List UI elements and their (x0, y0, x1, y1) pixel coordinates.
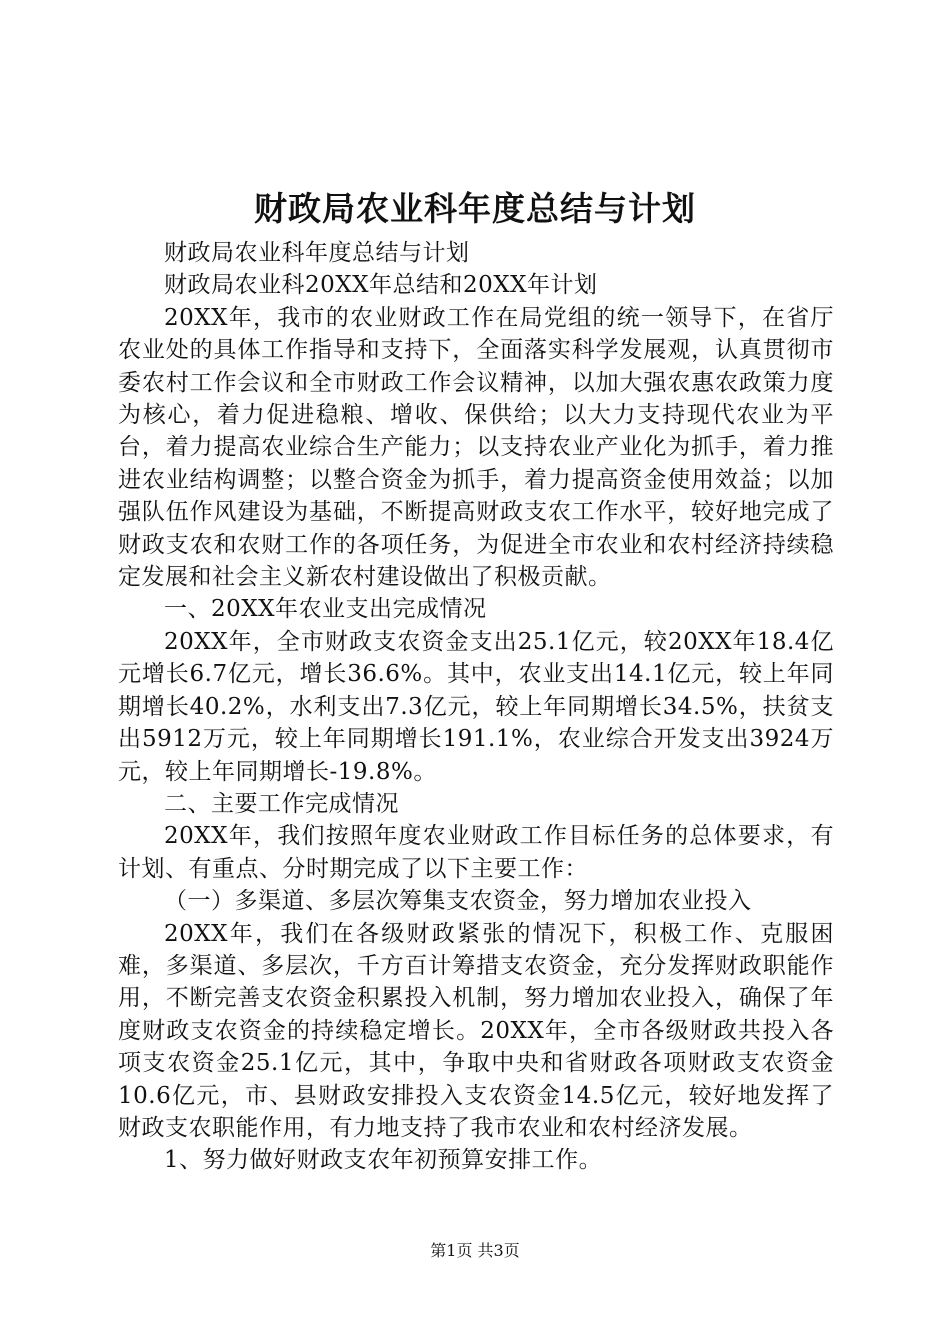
section-heading-1: 一、20XX年农业支出完成情况 (164, 596, 487, 623)
section-heading-2: 二、主要工作完成情况 (164, 790, 399, 817)
page-number-footer: 第1页 共3页 (430, 1241, 520, 1260)
paragraph-heading-repeat: 财政局农业科年度总结与计划 (164, 240, 470, 266)
subsection-heading-1: （一）多渠道、多层次筹集支农资金，努力增加农业投入 (164, 888, 752, 915)
paragraph-spending: 20XX年，全市财政支农资金支出25.1亿元，较20XX年18.4亿元增长6.7亿元，增长36.6%。其中，农业支出14.1亿元，较上年同期增长40.2%，水利支出7.3亿元，较上年同期增长34.5%，扶贫支出5912万元，较上年同期增长191.1%，农业综合开发支出3924万元，较上年同期增长-19.8%。 (118, 628, 834, 785)
paragraph-summary: 20XX年，我们按照年度农业财政工作目标任务的总体要求，有计划、有重点、分时期完成了以下主要工作： (118, 823, 834, 882)
document-body (118, 237, 834, 1177)
paragraph-intro: 20XX年，我市的农业财政工作在局党组的统一领导下，在省厅农业处的具体工作指导和支持下，全面落实科学发展观，认真贯彻市委农村工作会议和全市财政工作会议精神，以加大强农惠农政策力度为核心，着力促进稳粮、增收、保供给；以大力支持现代农业为平台，着力提高农业综合生产能力；以支持农业产业化为抓手，着力推进农业结构调整；以整合资金为抓手，着力提高资金使用效益；以加强队伍作风建设为基础，不断提高财政支农工作水平，较好地完成了财政支农和农财工作的各项任务，为促进全市农业和农村经济持续稳定发展和社会主义新农村建设做出了积极贡献。 (118, 304, 834, 591)
list-item-1: 1、努力做好财政支农年初预算安排工作。 (164, 1147, 603, 1174)
paragraph-subtitle: 财政局农业科20XX年总结和20XX年计划 (164, 272, 598, 299)
document-title: 财政局农业科年度总结与计划 (254, 189, 696, 228)
paragraph-funding: 20XX年，我们在各级财政紧张的情况下，积极工作、克服困难，多渠道、多层次，千方百计筹措支农资金，充分发挥财政职能作用，不断完善支农资金积累投入机制，努力增加农业投入，确保了年度财政支农资金的持续稳定增长。20XX年，全市各级财政共投入各项支农资金25.1亿元，其中，争取中央和省财政各项财政支农资金10.6亿元，市、县财政安排投入支农资金14.5亿元，较好地发挥了财政支农职能作用，有力地支持了我市农业和农村经济发展。 (118, 920, 834, 1141)
